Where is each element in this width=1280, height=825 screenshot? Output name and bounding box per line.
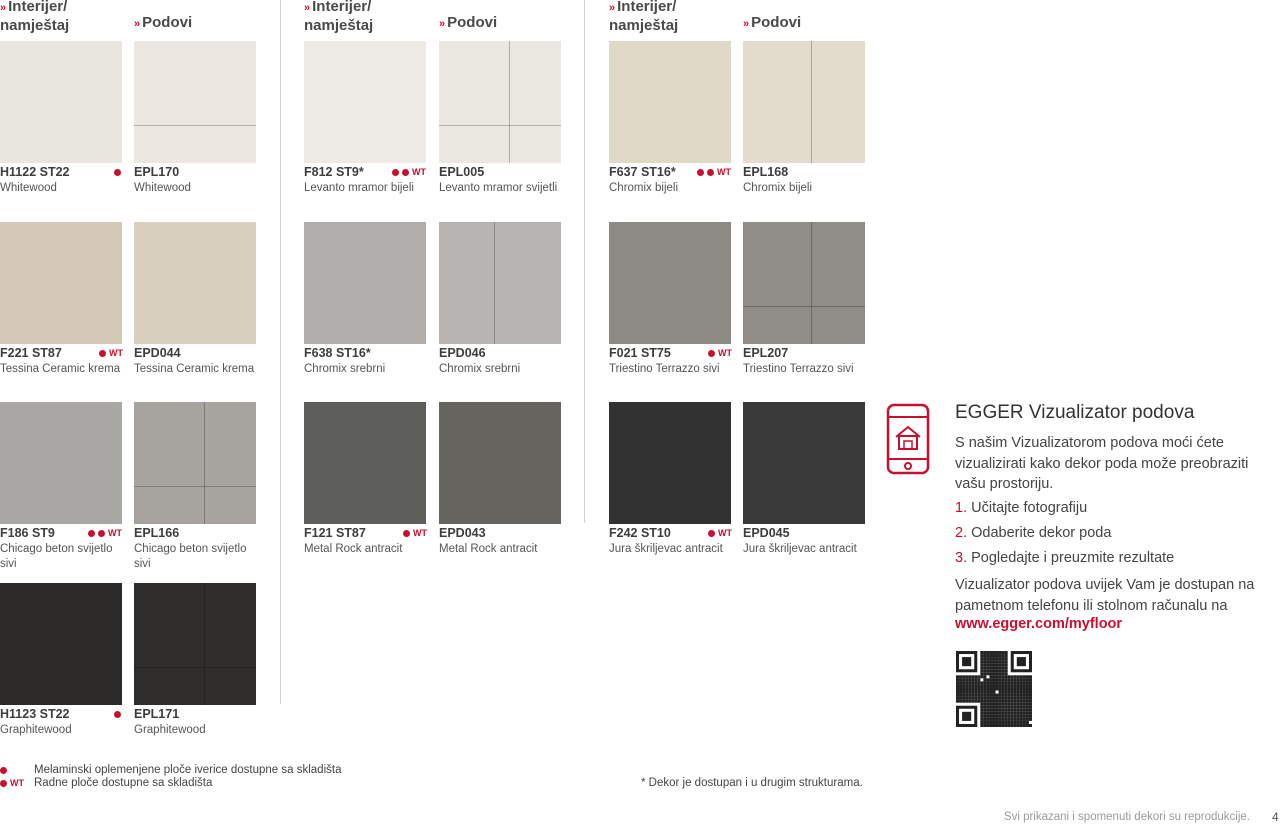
header-label: Podovi — [751, 14, 802, 31]
wt-badge: WT — [717, 167, 731, 177]
header-floor-col1 — [134, 14, 192, 33]
header-interior-col2 — [304, 0, 373, 35]
red-dot-icon — [114, 711, 121, 718]
chevron-down-icon: » — [609, 2, 616, 14]
header-label: namještaj — [304, 17, 374, 34]
availability-marks — [88, 526, 122, 541]
decor-swatch — [0, 583, 122, 705]
visualizer-step-1 — [955, 500, 1087, 516]
header-label: namještaj — [0, 17, 70, 34]
step-number: 1. — [955, 500, 968, 516]
decor-name: Levanto mramor bijeli — [304, 182, 414, 194]
decor-swatch — [134, 222, 256, 344]
decor-swatch — [0, 41, 122, 163]
availability-marks — [708, 526, 732, 541]
red-dot-icon — [708, 530, 715, 537]
decor-name: Chromix srebrni — [304, 363, 386, 375]
visualizer-intro: S našim Vizualizatorom podova moći ćete vizualizirati kako dekor poda može preobraziti vašu prostoriju. — [955, 435, 1249, 492]
decor-code: F638 ST16* — [304, 346, 371, 360]
decor-name: Whitewood — [134, 182, 191, 194]
decor-code: EPL207 — [743, 346, 789, 360]
decor-name: Tessina Ceramic krema — [134, 363, 255, 375]
decor-code: EPD045 — [743, 526, 790, 540]
qr-code-icon[interactable] — [956, 651, 1032, 727]
decor-swatch — [743, 222, 865, 344]
header-label: Interijer/ — [617, 0, 677, 15]
wt-badge: WT — [10, 778, 24, 788]
step-label: Pogledajte i preuzmite rezultate — [971, 550, 1175, 566]
decor-swatch — [743, 41, 865, 163]
decor-name: Chromix bijeli — [743, 182, 813, 194]
decor-name: Jura škriljevac antracit — [609, 543, 723, 555]
header-label: Podovi — [447, 14, 498, 31]
red-dot-icon — [88, 530, 95, 537]
legend-text: Radne ploče dostupne sa skladišta — [34, 777, 213, 789]
decor-name: Triestino Terrazzo sivi — [609, 363, 720, 375]
smartphone-home-icon — [886, 403, 932, 475]
decor-name: Graphitewood — [134, 724, 206, 736]
visualizer-step-2 — [955, 525, 1111, 541]
page-number: 4 — [1272, 810, 1279, 824]
availability-marks — [697, 165, 731, 180]
decor-swatch — [609, 41, 731, 163]
decor-code: F242 ST10 — [609, 526, 671, 540]
red-dot-icon — [402, 169, 409, 176]
decor-swatch — [0, 222, 122, 344]
decor-name: Chromix bijeli — [609, 182, 679, 194]
wt-badge: WT — [109, 348, 123, 358]
decor-code: EPL171 — [134, 707, 180, 721]
decor-swatch — [439, 41, 561, 163]
decor-code: H1123 ST22 — [0, 707, 70, 721]
chevron-down-icon: » — [0, 2, 7, 14]
wt-badge: WT — [412, 167, 426, 177]
chevron-down-icon: » — [134, 18, 141, 30]
header-label: Interijer/ — [8, 0, 68, 15]
decor-code: F637 ST16* — [609, 165, 676, 179]
decor-code: EPL166 — [134, 526, 180, 540]
header-label: namještaj — [609, 17, 679, 34]
decor-swatch — [439, 222, 561, 344]
red-dot-icon — [697, 169, 704, 176]
decor-code: EPL005 — [439, 165, 485, 179]
decor-name: Whitewood — [0, 182, 57, 194]
column-divider — [584, 0, 585, 523]
step-number: 3. — [955, 550, 968, 566]
red-dot-icon — [707, 169, 714, 176]
step-label: Odaberite dekor poda — [971, 525, 1112, 541]
page-footer: Svi prikazani i spomenuti dekori su reprodukcije. — [1003, 811, 1250, 823]
decor-swatch — [304, 402, 426, 524]
decor-code: F186 ST9 — [0, 526, 55, 540]
decor-code: EPL170 — [134, 165, 180, 179]
decor-name: Tessina Ceramic krema — [0, 363, 121, 375]
decor-name: Metal Rock antracit — [439, 543, 538, 555]
decor-code: EPD043 — [439, 526, 486, 540]
decor-name: Graphitewood — [0, 724, 72, 736]
decor-name: Levanto mramor svijetli — [439, 182, 558, 194]
wt-badge: WT — [108, 528, 122, 538]
availability-marks — [114, 707, 124, 722]
header-label: Interijer/ — [312, 0, 372, 15]
availability-marks — [403, 526, 427, 541]
red-dot-icon — [392, 169, 399, 176]
decor-code: F021 ST75 — [609, 346, 671, 360]
chevron-down-icon: » — [439, 18, 446, 30]
decor-code: EPD046 — [439, 346, 486, 360]
footnote: * Dekor je dostupan i u drugim strukturama. — [641, 777, 863, 789]
step-number: 2. — [955, 525, 968, 541]
decor-name: Chromix srebrni — [439, 363, 521, 375]
wt-badge: WT — [413, 528, 427, 538]
red-dot-icon — [98, 530, 105, 537]
header-floor-col3 — [743, 14, 801, 33]
chevron-down-icon: » — [304, 2, 311, 14]
decor-swatch — [304, 222, 426, 344]
legend-worktops — [0, 777, 212, 789]
wt-badge: WT — [718, 348, 732, 358]
decor-name: Metal Rock antracit — [304, 543, 403, 555]
decor-code: F812 ST9* — [304, 165, 364, 179]
visualizer-step-3 — [955, 550, 1174, 566]
column-divider — [280, 0, 281, 704]
decor-swatch — [743, 402, 865, 524]
visualizer-outro: Vizualizator podova uvijek Vam je dostupan na pametnom telefonu ili stolnom računalu na — [955, 577, 1255, 614]
legend-text: Melaminski oplemenjene ploče iverice dostupne sa skladišta — [34, 764, 342, 776]
header-interior-col3 — [609, 0, 678, 35]
decor-swatch — [134, 402, 256, 524]
visualizer-link[interactable]: www.egger.com/myfloor — [955, 616, 1123, 632]
decor-swatch — [609, 402, 731, 524]
red-dot-icon — [99, 350, 106, 357]
decor-code: F221 ST87 — [0, 346, 62, 360]
red-dot-icon — [403, 530, 410, 537]
visualizer-title: EGGER Vizualizator podova — [955, 402, 1195, 423]
availability-marks — [708, 346, 732, 361]
red-dot-icon — [0, 767, 7, 774]
red-dot-icon — [114, 169, 121, 176]
decor-swatch — [609, 222, 731, 344]
header-floor-col2 — [439, 14, 497, 33]
availability-marks — [392, 165, 426, 180]
decor-code: H1122 ST22 — [0, 165, 70, 179]
availability-marks — [99, 346, 123, 361]
decor-name: Chicago beton svijetlo sivi — [0, 543, 113, 570]
decor-swatch — [439, 402, 561, 524]
decor-name: Chicago beton svijetlo sivi — [134, 543, 247, 570]
decor-name: Triestino Terrazzo sivi — [743, 363, 854, 375]
decor-name: Jura škriljevac antracit — [743, 543, 857, 555]
decor-code: F121 ST87 — [304, 526, 366, 540]
step-label: Učitajte fotografiju — [971, 500, 1088, 516]
decor-swatch — [134, 583, 256, 705]
decor-swatch — [0, 402, 122, 524]
red-dot-icon — [0, 780, 7, 787]
decor-swatch — [134, 41, 256, 163]
legend-melamine — [0, 764, 341, 776]
decor-swatch — [304, 41, 426, 163]
decor-code: EPD044 — [134, 346, 181, 360]
decor-code: EPL168 — [743, 165, 789, 179]
chevron-down-icon: » — [743, 18, 750, 30]
wt-badge: WT — [718, 528, 732, 538]
availability-marks — [114, 165, 124, 180]
header-interior-col1 — [0, 0, 69, 35]
red-dot-icon — [708, 350, 715, 357]
header-label: Podovi — [142, 14, 193, 31]
